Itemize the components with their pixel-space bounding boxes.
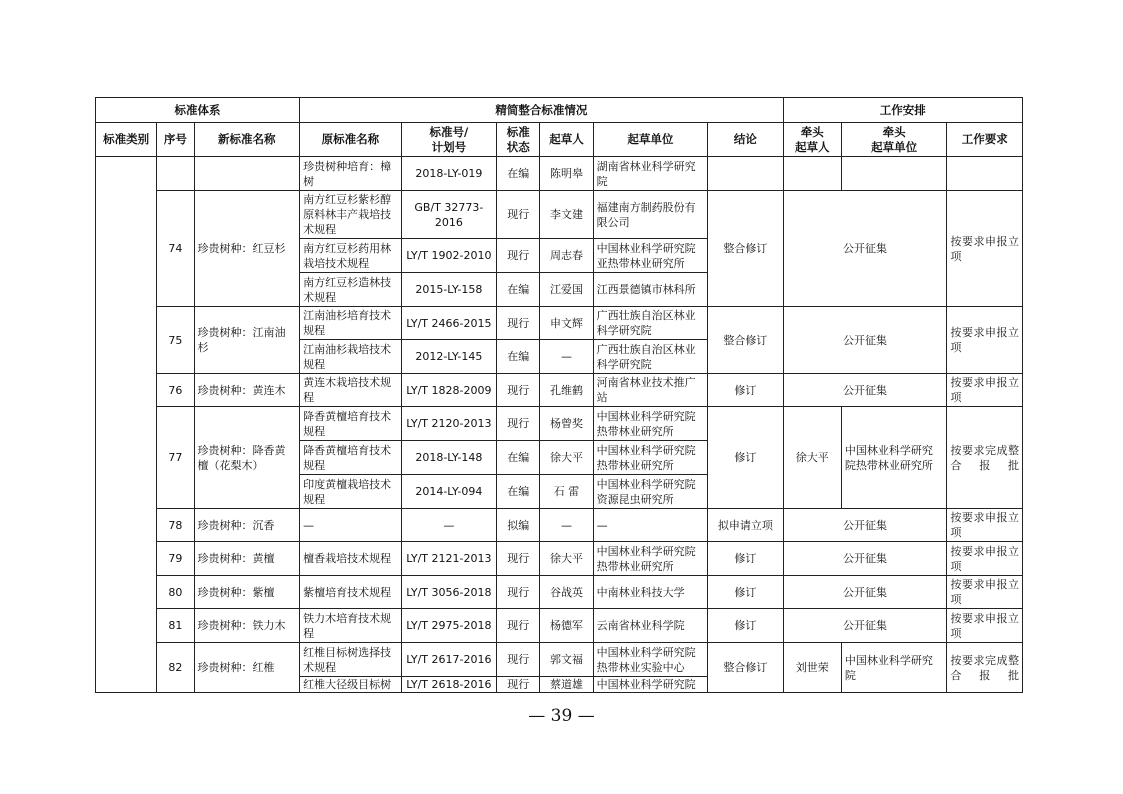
col-header-lead-unit: 牵头 起草单位 — [841, 123, 947, 157]
lead-drafter-cell: 刘世荣 — [783, 643, 841, 693]
newname-cell: 珍贵树种：红豆杉 — [194, 191, 300, 307]
seq-cell: 78 — [157, 509, 194, 542]
draft-unit: — — [593, 509, 708, 542]
lead-drafter-cell — [783, 157, 841, 191]
std-no: 2018-LY-148 — [401, 441, 497, 475]
req-cell: 按要求申报立项 — [947, 576, 1023, 609]
col-header-category: 标准类别 — [96, 123, 157, 157]
newname-cell: 珍贵树种：沉香 — [194, 509, 300, 542]
drafter: 杨德军 — [540, 609, 593, 643]
drafter: 郭文福 — [540, 643, 593, 677]
draft-unit: 中国林业科学研究院资源昆虫研究所 — [593, 475, 708, 509]
conclusion-cell: 修订 — [708, 542, 783, 576]
draft-unit: 湖南省林业科学研究院 — [593, 157, 708, 191]
lead-cell: 公开征集 — [783, 191, 947, 307]
page-number: — 39 — — [528, 706, 595, 726]
std-no: LY/T 2121-2013 — [401, 542, 497, 576]
drafter: 石 雷 — [540, 475, 593, 509]
std-no: — — [401, 509, 497, 542]
orig-name: 降香黄檀培育技术规程 — [300, 441, 402, 475]
draft-unit: 云南省林业科学院 — [593, 609, 708, 643]
draft-unit: 河南省林业技术推广站 — [593, 374, 708, 407]
conclusion-cell: 整合修订 — [708, 307, 783, 374]
seq-cell — [157, 157, 194, 191]
draft-unit: 中国林业科学研究院热带林业研究所 — [593, 542, 708, 576]
std-status: 在编 — [497, 273, 540, 307]
group-header-work: 工作安排 — [783, 98, 1022, 123]
table-row — [96, 407, 1023, 441]
lead-cell: 公开征集 — [783, 576, 947, 609]
newname-cell: 珍贵树种：黄檀 — [194, 542, 300, 576]
std-status: 在编 — [497, 157, 540, 191]
std-status: 现行 — [497, 239, 540, 273]
drafter: 徐大平 — [540, 542, 593, 576]
table-row — [96, 374, 1023, 407]
req-cell: 按要求完成整合报批 — [947, 407, 1023, 509]
col-header-origname: 原标准名称 — [300, 123, 402, 157]
draft-unit: 中国林业科学研究院 — [593, 677, 708, 693]
drafter: 孔维鹤 — [540, 374, 593, 407]
drafter: — — [540, 340, 593, 374]
lead-unit-cell: 中国林业科学研究院热带林业研究所 — [841, 407, 947, 509]
table-row — [96, 191, 1023, 239]
lead-cell: 公开征集 — [783, 307, 947, 374]
orig-name: 降香黄檀培育技术规程 — [300, 407, 402, 441]
std-status: 拟编 — [497, 509, 540, 542]
drafter: 蔡道雄 — [540, 677, 593, 693]
std-no: 2018-LY-019 — [401, 157, 497, 191]
category-cell — [96, 157, 157, 693]
table-row — [96, 509, 1023, 542]
std-status: 现行 — [497, 542, 540, 576]
draft-unit: 中国林业科学研究院热带林业研究所 — [593, 441, 708, 475]
seq-cell: 82 — [157, 643, 194, 693]
drafter: 谷战英 — [540, 576, 593, 609]
req-cell — [947, 157, 1023, 191]
seq-cell: 76 — [157, 374, 194, 407]
orig-name: 江南油杉培育技术规程 — [300, 307, 402, 340]
std-status: 在编 — [497, 340, 540, 374]
col-header-drafter: 起草人 — [540, 123, 593, 157]
newname-cell: 珍贵树种：黄连木 — [194, 374, 300, 407]
std-status: 在编 — [497, 441, 540, 475]
table-row — [96, 307, 1023, 340]
std-no: 2014-LY-094 — [401, 475, 497, 509]
lead-unit-cell: 中国林业科学研究院 — [841, 643, 947, 693]
lead-drafter-cell: 徐大平 — [783, 407, 841, 509]
conclusion-cell: 修订 — [708, 609, 783, 643]
req-cell: 按要求申报立项 — [947, 191, 1023, 307]
lead-cell: 公开征集 — [783, 509, 947, 542]
orig-name: 印度黄檀栽培技术规程 — [300, 475, 402, 509]
req-cell: 按要求申报立项 — [947, 542, 1023, 576]
req-cell: 按要求申报立项 — [947, 609, 1023, 643]
drafter: 李文建 — [540, 191, 593, 239]
group-header-row — [96, 98, 1023, 123]
drafter: 徐大平 — [540, 441, 593, 475]
drafter: — — [540, 509, 593, 542]
req-cell: 按要求完成整合报批 — [947, 643, 1023, 693]
drafter: 杨曾奖 — [540, 407, 593, 441]
req-cell: 按要求申报立项 — [947, 374, 1023, 407]
col-header-conclusion: 结论 — [708, 123, 783, 157]
lead-cell: 公开征集 — [783, 374, 947, 407]
draft-unit: 江西景德镇市林科所 — [593, 273, 708, 307]
conclusion-cell: 整合修订 — [708, 643, 783, 693]
std-no: LY/T 2466-2015 — [401, 307, 497, 340]
table-row — [96, 609, 1023, 643]
col-header-req: 工作要求 — [947, 123, 1023, 157]
orig-name: — — [300, 509, 402, 542]
orig-name: 南方红豆杉紫杉醇原料林丰产栽培技术规程 — [300, 191, 402, 239]
draft-unit: 广西壮族自治区林业科学研究院 — [593, 340, 708, 374]
seq-cell: 80 — [157, 576, 194, 609]
orig-name: 紫檀培育技术规程 — [300, 576, 402, 609]
std-no: LY/T 2120-2013 — [401, 407, 497, 441]
std-no: 2012-LY-145 — [401, 340, 497, 374]
draft-unit: 中国林业科学研究院热带林业研究所 — [593, 407, 708, 441]
lead-cell: 公开征集 — [783, 542, 947, 576]
seq-cell: 75 — [157, 307, 194, 374]
col-header-unit: 起草单位 — [593, 123, 708, 157]
draft-unit: 福建南方制药股份有限公司 — [593, 191, 708, 239]
std-no: LY/T 2618-2016 — [401, 677, 497, 693]
group-header-streamline: 精简整合标准情况 — [300, 98, 784, 123]
std-no: LY/T 1902-2010 — [401, 239, 497, 273]
orig-name: 南方红豆杉药用林栽培技术规程 — [300, 239, 402, 273]
std-no: LY/T 3056-2018 — [401, 576, 497, 609]
lead-cell: 公开征集 — [783, 609, 947, 643]
newname-cell: 珍贵树种：紫檀 — [194, 576, 300, 609]
drafter: 申文辉 — [540, 307, 593, 340]
table-row — [96, 576, 1023, 609]
newname-cell: 珍贵树种：红椎 — [194, 643, 300, 693]
lead-unit-cell — [841, 157, 947, 191]
newname-cell — [194, 157, 300, 191]
std-no: GB/T 32773-2016 — [401, 191, 497, 239]
std-status: 现行 — [497, 609, 540, 643]
seq-cell: 77 — [157, 407, 194, 509]
conclusion-cell: 修订 — [708, 407, 783, 509]
orig-name: 黄连木栽培技术规程 — [300, 374, 402, 407]
std-status: 现行 — [497, 374, 540, 407]
seq-cell: 74 — [157, 191, 194, 307]
std-status: 现行 — [497, 307, 540, 340]
std-no: LY/T 2975-2018 — [401, 609, 497, 643]
orig-name: 珍贵树种培育：樟树 — [300, 157, 402, 191]
newname-cell: 珍贵树种：江南油杉 — [194, 307, 300, 374]
drafter: 江爱国 — [540, 273, 593, 307]
col-header-lead-drafter: 牵头 起草人 — [783, 123, 841, 157]
conclusion-cell: 修订 — [708, 374, 783, 407]
std-status: 现行 — [497, 643, 540, 677]
group-header-system: 标准体系 — [96, 98, 300, 123]
col-header-status: 标准 状态 — [497, 123, 540, 157]
column-header-row — [96, 123, 1023, 157]
drafter: 陈明皋 — [540, 157, 593, 191]
req-cell: 按要求申报立项 — [947, 307, 1023, 374]
draft-unit: 中国林业科学研究院亚热带林业研究所 — [593, 239, 708, 273]
orig-name: 红椎目标树选择技术规程 — [300, 643, 402, 677]
std-status: 现行 — [497, 677, 540, 693]
seq-cell: 81 — [157, 609, 194, 643]
std-status: 现行 — [497, 576, 540, 609]
std-status: 现行 — [497, 407, 540, 441]
table-row — [96, 643, 1023, 677]
table-row — [96, 542, 1023, 576]
table-row — [96, 157, 1023, 191]
conclusion-cell: 整合修订 — [708, 191, 783, 307]
req-cell: 按要求申报立项 — [947, 509, 1023, 542]
conclusion-cell: 修订 — [708, 576, 783, 609]
orig-name: 江南油杉栽培技术规程 — [300, 340, 402, 374]
col-header-seq: 序号 — [157, 123, 194, 157]
draft-unit: 广西壮族自治区林业科学研究院 — [593, 307, 708, 340]
orig-name: 铁力木培育技术规程 — [300, 609, 402, 643]
newname-cell: 珍贵树种：铁力木 — [194, 609, 300, 643]
draft-unit: 中国林业科学研究院热带林业实验中心 — [593, 643, 708, 677]
seq-cell: 79 — [157, 542, 194, 576]
standards-table — [95, 97, 1023, 693]
orig-name: 南方红豆杉造林技术规程 — [300, 273, 402, 307]
conclusion-cell: 拟申请立项 — [708, 509, 783, 542]
std-no: LY/T 1828-2009 — [401, 374, 497, 407]
std-no: LY/T 2617-2016 — [401, 643, 497, 677]
col-header-newname: 新标准名称 — [194, 123, 300, 157]
orig-name: 红椎大径级目标树 — [300, 677, 402, 693]
col-header-stdno: 标准号/ 计划号 — [401, 123, 497, 157]
std-no: 2015-LY-158 — [401, 273, 497, 307]
orig-name: 檀香栽培技术规程 — [300, 542, 402, 576]
draft-unit: 中南林业科技大学 — [593, 576, 708, 609]
std-status: 在编 — [497, 475, 540, 509]
newname-cell: 珍贵树种：降香黄檀（花梨木） — [194, 407, 300, 509]
std-status: 现行 — [497, 191, 540, 239]
drafter: 周志春 — [540, 239, 593, 273]
conclusion-cell — [708, 157, 783, 191]
